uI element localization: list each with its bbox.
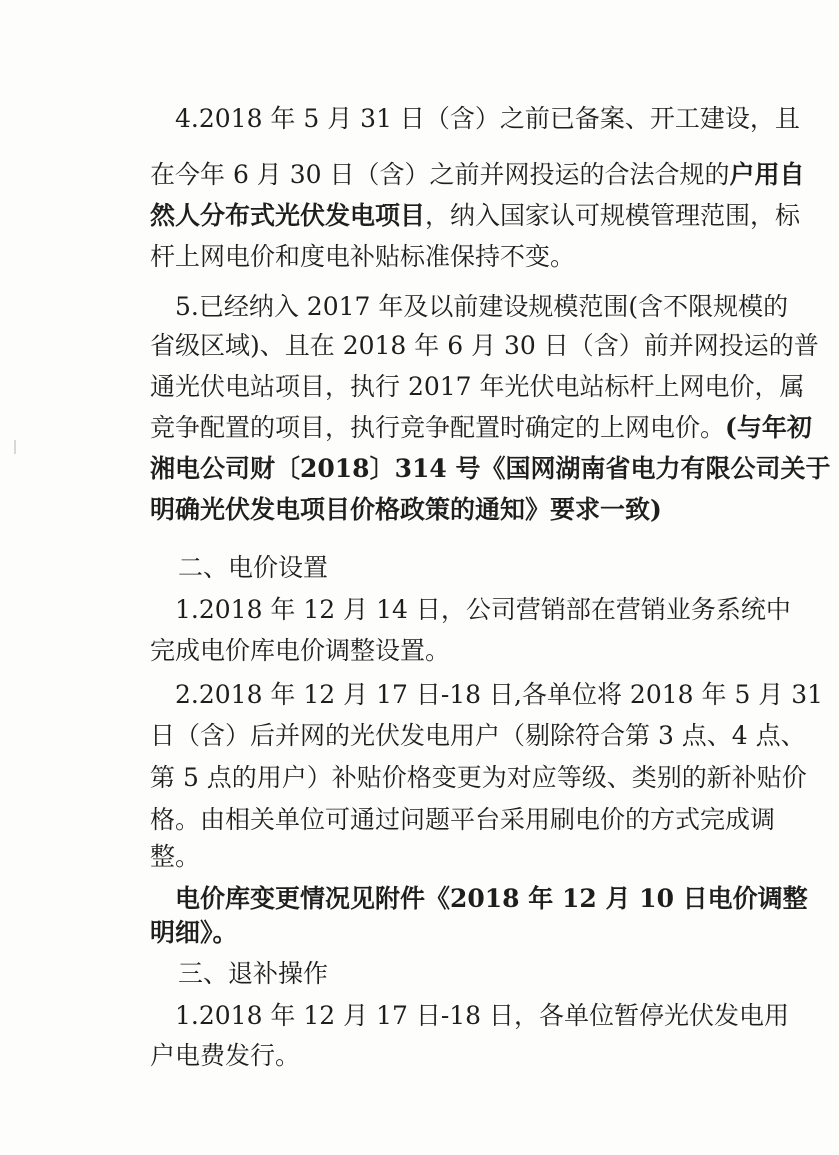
text-run: 杆上网电价和度电补贴标准保持不变。 <box>150 242 576 271</box>
text-line <box>150 805 776 835</box>
text-line <box>175 884 808 914</box>
text-run: 三、退补操作 <box>178 959 329 988</box>
section-heading <box>178 959 735 989</box>
bold-text: 湘电公司财〔2018〕314 号《国网湖南省电力有限公司关于 <box>150 454 831 483</box>
bold-text: 明确光伏发电项目价格政策的通知》要求一致) <box>150 495 662 524</box>
text-line <box>150 454 831 484</box>
text-line <box>150 242 735 272</box>
text-run: 在今年 6 月 30 日（含）之前并网投运的合法合规的 <box>150 160 730 189</box>
text-line <box>150 721 806 751</box>
text-run: 日（含）后并网的光伏发电用户（剔除符合第 3 点、4 点、 <box>150 721 806 750</box>
text-line <box>150 201 801 231</box>
text-run: 户电费发行。 <box>150 1041 301 1070</box>
text-line <box>150 763 807 793</box>
text-run: 通光伏电站项目，执行 2017 年光伏电站标杆上网电价，属 <box>150 372 805 401</box>
text-run: 1.2018 年 12 月 14 日，公司营销部在营销业务系统中 <box>175 595 791 624</box>
bold-text: 然人分布式光伏发电项目 <box>150 201 426 230</box>
text-line <box>150 495 735 525</box>
section-heading <box>178 553 735 583</box>
bold-text: 明细》。 <box>150 918 238 947</box>
text-line <box>150 372 805 402</box>
text-line <box>150 1041 735 1071</box>
text-run: 格。由相关单位可通过问题平台采用刷电价的方式完成调 <box>150 805 776 834</box>
text-line <box>150 413 812 443</box>
text-run: 省级区域)、且在 2018 年 6 月 30 日（含）前并网投运的普 <box>150 331 819 360</box>
text-line <box>150 636 735 666</box>
text-line <box>175 292 789 322</box>
text-run: 第 5 点的用户）补贴价格变更为对应等级、类别的新补贴价 <box>150 763 807 792</box>
text-line <box>175 680 824 710</box>
bold-text: 户用自 <box>729 160 805 189</box>
text-line <box>150 160 805 190</box>
text-line <box>150 331 819 361</box>
text-line <box>150 918 735 948</box>
text-line <box>175 595 791 625</box>
scan-artifact <box>14 440 16 454</box>
text-run: 4.2018 年 5 月 31 日（含）之前已备案、开工建设，且 <box>175 104 800 133</box>
text-line <box>150 842 735 872</box>
text-line <box>175 1001 790 1031</box>
text-run: ，纳入国家认可规模管理范围，标 <box>425 201 801 230</box>
text-run: 1.2018 年 12 月 17 日-18 日，各单位暂停光伏发电用 <box>175 1001 790 1030</box>
text-run: 5.已经纳入 2017 年及以前建设规模范围(含不限规模的 <box>175 292 789 321</box>
text-line <box>175 104 800 134</box>
text-run: 完成电价库电价调整设置。 <box>150 636 451 665</box>
text-run: 整。 <box>150 842 201 871</box>
text-run: 二、电价设置 <box>178 553 329 582</box>
text-run: 2.2018 年 12 月 17 日-18 日,各单位将 2018 年 5 月 31 <box>175 680 824 709</box>
text-run: 竞争配置的项目，执行竞争配置时确定的上网电价。 <box>150 413 726 442</box>
bold-text: 电价库变更情况见附件《2018 年 12 月 10 日电价调整 <box>175 884 808 913</box>
bold-text: (与年初 <box>725 413 812 442</box>
